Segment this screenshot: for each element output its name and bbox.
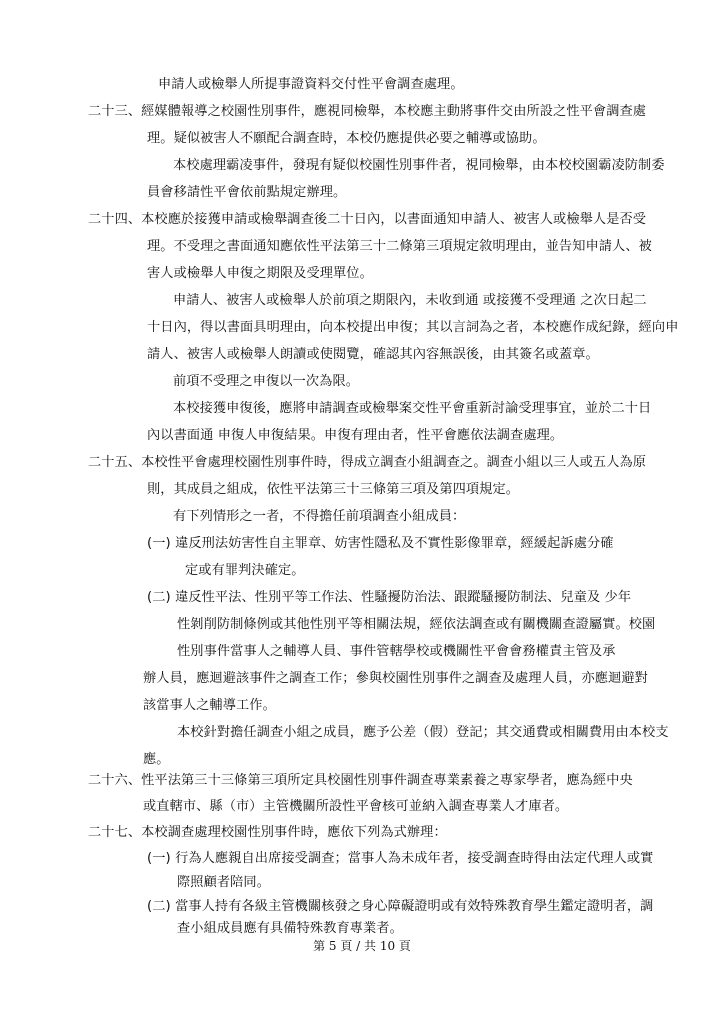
page-footer: 第 5 頁 / 共 10 頁 <box>313 939 411 953</box>
text-line: 辦人員，應迴避該事件之調查工作；參與校園性別事件之調查及處理人員，亦應迴避對 <box>143 671 648 686</box>
text-line: 該當事人之輔導工作。 <box>143 698 276 713</box>
text-line: 有下列情形之一者，不得擔任前項調查小組成員： <box>173 509 466 524</box>
text-line: 理。不受理之書面通知應依性平法第三十二條第三項規定敘明理由，並告知申請人、被 <box>147 239 652 254</box>
text-line: (二) 違反性平法、性別平等工作法、性騷擾防治法、跟蹤騷擾防制法、兒童及 少年 <box>147 590 632 605</box>
text-line: 十日內，得以書面具明理由，向本校提出申復；其以言詞為之者，本校應作成紀錄，經向申 <box>147 320 679 335</box>
text-line: 二十六、性平法第三十三條第三項所定具校園性別事件調查專業素養之專家學者，應為經中央 <box>88 773 633 788</box>
text-line: 二十五、本校性平會處理校園性別事件時，得成立調查小組調查之。調查小組以三人或五人為原 <box>88 455 647 470</box>
text-line: 前項不受理之申復以一次為限。 <box>173 374 360 389</box>
text-line: 則，其成員之組成，依性平法第三十三條第三項及第四項規定。 <box>147 482 520 497</box>
text-line: 員會移請性平會依前點規定辦理。 <box>147 185 347 200</box>
text-line: 本校接獲申復後，應將申請調查或檢舉案交性平會重新討論受理事宜，並於二十日 <box>173 401 652 416</box>
text-line: 本校針對擔任調查小組之成員，應予公差（假）登記；其交通費或相關費用由本校支 <box>177 725 669 740</box>
text-line: 或直轄市、縣（市）主管機關所設性平會核可並納入調查專業人才庫者。 <box>143 799 569 814</box>
text-line: 申請人、被害人或檢舉人於前項之期限內，未收到通 或接獲不受理通 之次日起二 <box>173 293 647 308</box>
text-line: 性剝削防制條例或其他性別平等相關法規，經依法調查或有關機關查證屬實。校園 <box>177 617 656 632</box>
text-line: 二十七、本校調查處理校園性別事件時，應依下列為式辦理： <box>88 825 447 840</box>
text-line: 內以書面通 申復人申復結果。申復有理由者，性平會應依法調查處理。 <box>147 428 564 443</box>
text-line: 請人、被害人或檢舉人朗讀或使閱覽，確認其內容無誤後，由其簽名或蓋章。 <box>147 347 599 362</box>
text-line: 理。疑似被害人不願配合調查時，本校仍應提供必要之輔導或協助。 <box>147 131 546 146</box>
text-line: (二) 當事人持有各級主管機關核發之身心障礙證明或有效特殊教育學生鑑定證明者，調 <box>147 899 654 914</box>
text-line: 害人或檢舉人申復之期限及受理單位。 <box>147 266 373 281</box>
text-line: 應。 <box>143 752 170 767</box>
text-line: 性別事件當事人之輔導人員、事件管轄學校或機關性平會會務權責主管及承 <box>177 644 616 659</box>
text-line: 申請人或檢舉人所提事證資料交付性平會調查處理。 <box>158 77 464 92</box>
text-line: (一) 違反刑法妨害性自主罪章、妨害性隱私及不實性影像罪章，經緩起訴處分確 <box>147 536 614 551</box>
text-line: 本校處理霸凌事件，發現有疑似校園性別事件者，視同檢舉，由本校校園霸凌防制委 <box>173 158 665 173</box>
text-line: 二十三、經媒體報導之校園性別事件，應視同檢舉，本校應主動將事件交由所設之性平會調查處 <box>88 104 647 119</box>
text-line: 二十四、本校應於接獲申請或檢舉調查後二十日內，以書面通知申請人、被害人或檢舉人是否受 <box>88 212 647 227</box>
text-line: 際照顧者陪同。 <box>177 875 271 890</box>
text-line: 定或有罪判決確定。 <box>185 563 305 578</box>
text-line: (一) 行為人應親自出席接受調查；當事人為未成年者，接受調查時得由法定代理人或實 <box>147 851 654 866</box>
text-line: 查小組成員應有具備特殊教育專業者。 <box>177 921 403 936</box>
